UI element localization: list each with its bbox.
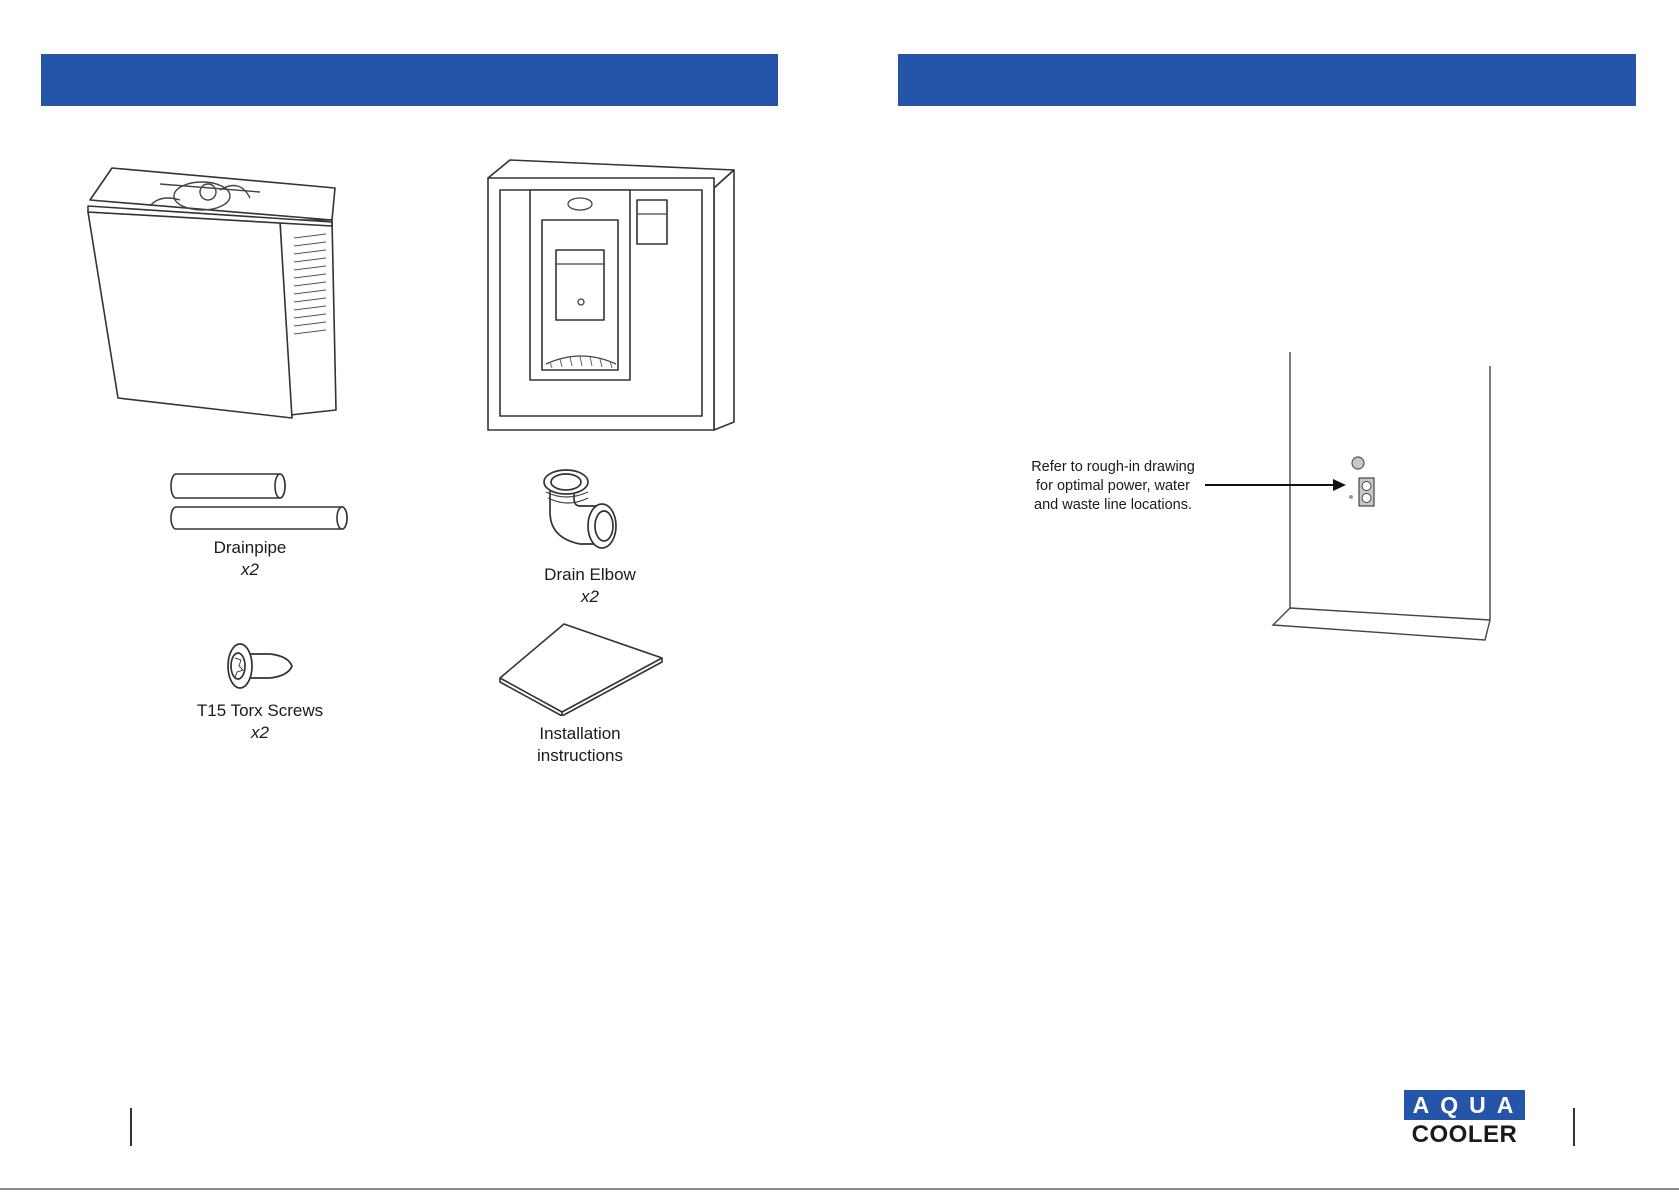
aqua-cooler-logo: AQUA COOLER: [1404, 1090, 1525, 1150]
part-label-installation-instructions: Installation instructions: [537, 724, 623, 765]
left-header-bar: [41, 54, 778, 106]
wall-rough-in-illustration: [1265, 350, 1505, 650]
right-header-bar: [898, 54, 1636, 106]
right-page-margin-rule: [1573, 1108, 1575, 1146]
rough-in-callout-text: Refer to rough-in drawing for optimal power, water and waste line locations.: [1031, 459, 1195, 513]
drain-elbow-illustration: [540, 466, 625, 558]
installation-booklet-illustration: [496, 620, 664, 716]
torx-screw-illustration: [222, 640, 294, 692]
bottle-filler-illustration: [480, 158, 740, 433]
chiller-unit-illustration: [80, 160, 350, 430]
part-label-torx-screws: T15 Torx Screws x2: [196, 701, 324, 742]
left-page-margin-rule: [130, 1108, 132, 1146]
callout-arrow-icon: [1205, 478, 1347, 492]
footer-rule: [0, 1188, 1679, 1190]
drainpipe-illustration: [170, 470, 355, 540]
part-label-drainpipe: Drainpipe x2: [213, 538, 287, 579]
part-label-drain-elbow: Drain Elbow x2: [544, 565, 636, 606]
